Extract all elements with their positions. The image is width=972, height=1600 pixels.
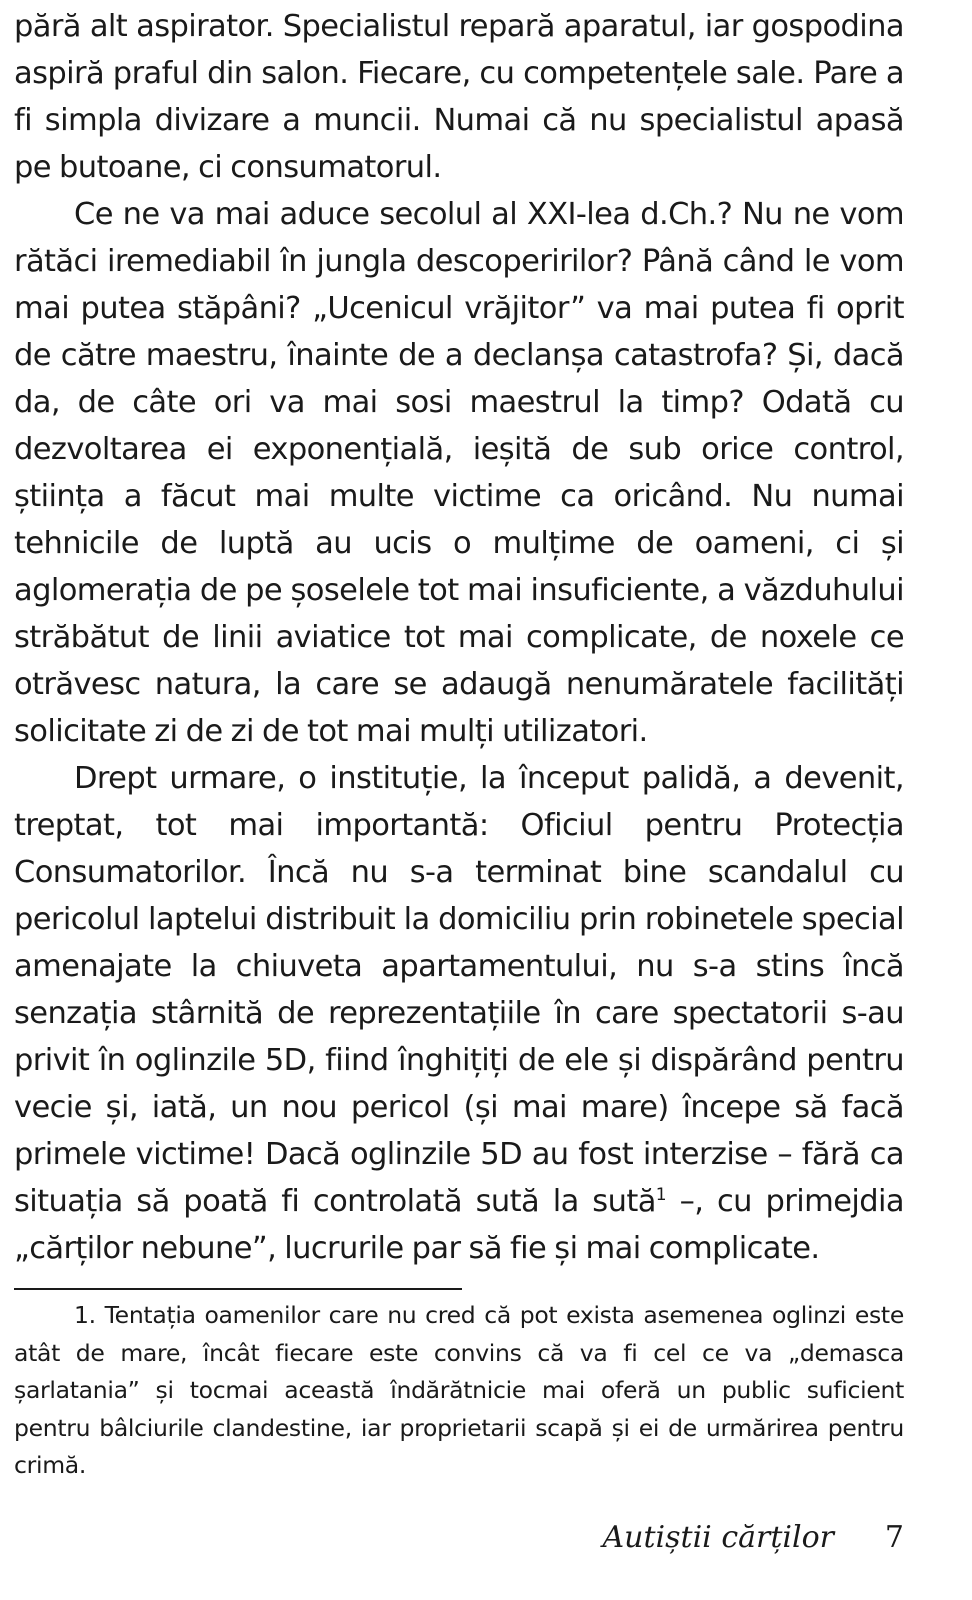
footnote-reference[interactable]: 1 (655, 1184, 666, 1205)
paragraph-1: pără alt aspirator. Specialistul repară aparatul, iar gospodina aspiră praful din salon. Fiecare, cu competențele sale. Pare a fi simpla divizare a muncii. Numai că nu specialistul apasă pe butoane, ci consumatorul. (14, 9, 904, 185)
main-text (14, 0, 904, 1272)
footnote-separator (14, 1288, 462, 1290)
footnote-1: 1. Tentația oamenilor care nu cred că pot exista asemenea oglinzi este atât de mare, încât fiecare este convins că va fi cel ce va „demasca șarlatania” și tocmai această îndărătnicie mai oferă un public suficient pentru bâlciurile clandestine, iar proprietarii scapă și ei de urmărirea pentru crimă. (14, 1301, 904, 1479)
paragraph-3-end: –, cu primejdia „cărților nebune”, lucrurile par să fie și mai complicate. (14, 1184, 904, 1266)
book-page (14, 0, 904, 1600)
running-footer-title: Autiștii cărților (602, 1520, 834, 1555)
page-number: 7 (884, 1520, 904, 1555)
paragraph-3-text: Drept urmare, o instituție, la început palidă, a devenit, treptat, tot mai importantă: Oficiul pentru Protecția Consumatorilor. Încă nu s-a terminat bine scandalul cu pericolul laptelui distribuit la domiciliu prin robinetele special amenajate la chiuveta apartamentului, nu s-a stins încă senzația stârnită de reprezentațiile în care spectatorii s-au privit în oglinzile 5D, fiind înghițiți de ele și dispărând pentru vecie și, iată, un nou pericol (și mai mare) începe să facă primele victime! Dacă oglinzile 5D au fost interzise – fără ca situația să poată fi controlată sută la sută (14, 761, 904, 1219)
paragraph-2: Ce ne va mai aduce secolul al XXI-lea d.Ch.? Nu ne vom rătăci iremediabil în jungla descoperirilor? Până când le vom mai putea stăpâni? „Ucenicul vrăjitor” va mai putea fi oprit de către maestru, înainte de a declanșa catastrofa? Și, dacă da, de câte ori va mai sosi maestrul la timp? Odată cu dezvoltarea ei exponențială, ieșită de sub orice control, știința a făcut mai multe victime ca oricând. Nu numai tehnicile de luptă au ucis o mulțime de oameni, ci și aglomerația de pe șoselele tot mai insuficiente, a văzduhului străbătut de linii aviatice tot mai complicate, de noxele ce otrăvesc natura, la care se adaugă nenumăratele facilități solicitate zi de zi de tot mai mulți utilizatori. (14, 197, 904, 749)
paragraph-3 (14, 755, 904, 1272)
